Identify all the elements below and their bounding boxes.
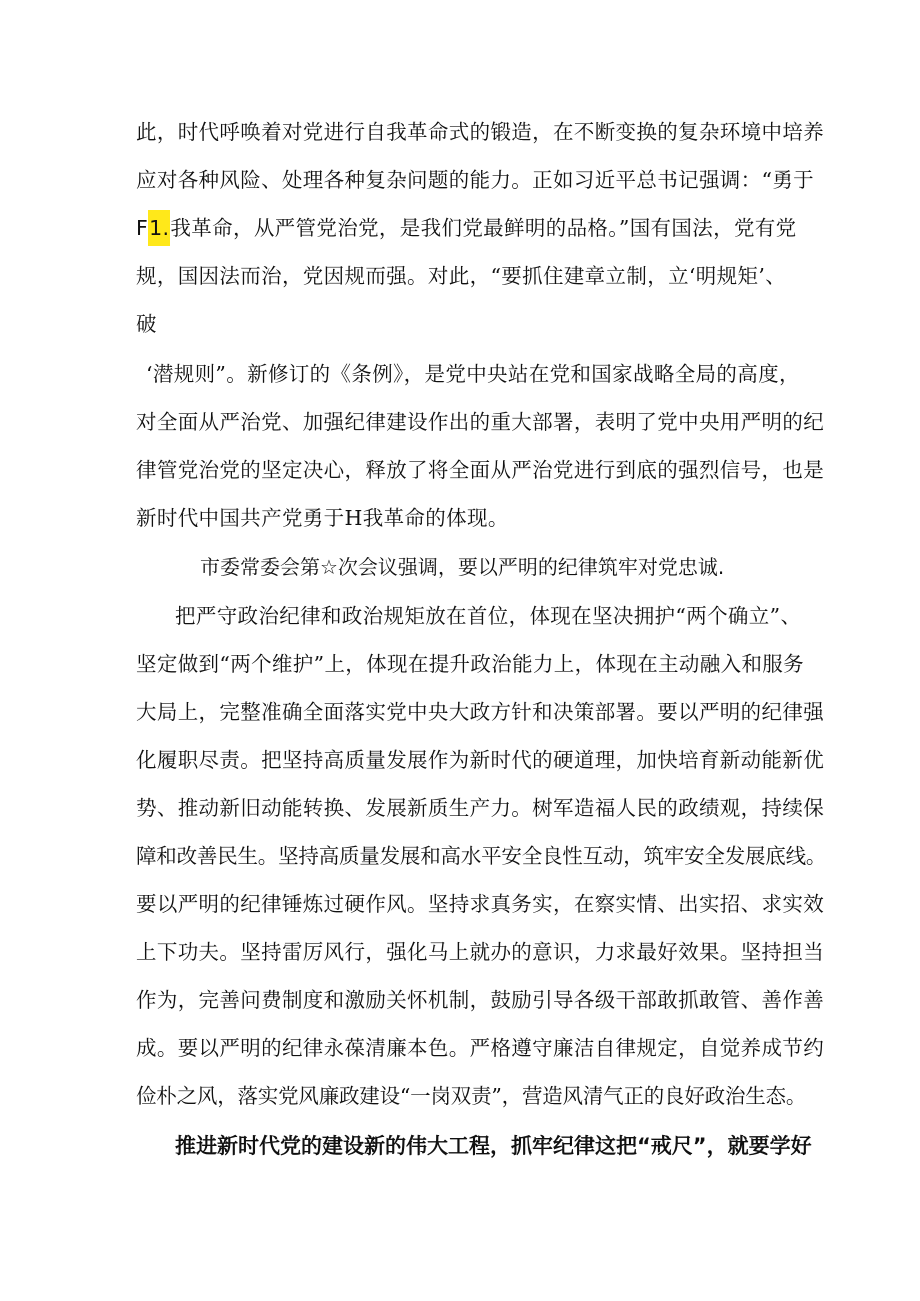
paragraph-3-line-5: 势、推动新旧动能转换、发展新质生产力。树军造福人民的政绩观，持续保 [136, 796, 825, 820]
paragraph-1-line-3 [136, 214, 797, 242]
paragraph-1-line-4: 规，国因法而治，党因规而强。对此，“要抓住建章立制，立‘明规矩’、 [136, 264, 787, 288]
section-heading-2: 推进新时代党的建设新的伟大工程，抓牢纪律这把“戒尺”，就要学好 [175, 1134, 812, 1158]
paragraph-3-line-6: 障和改善民生。坚持高质量发展和高水平安全良性互动，筑牢安全发展底线。 [136, 844, 827, 868]
paragraph-1-line-2: 应对各种风险、处理各种复杂问题的能力。正如习近平总书记强调：“勇于 [136, 168, 815, 192]
paragraph-3-line-7: 要以严明的纪律锤炼过硬作风。坚持求真务实，在察实情、出实招、求实效 [136, 892, 825, 916]
paragraph-3-line-3: 大局上，完整准确全面落实党中央大政方针和决策部署。要以严明的纪律强 [136, 700, 825, 724]
line-prefix: F [136, 216, 149, 240]
paragraph-3-line-10: 成。要以严明的纪律永葆清廉本色。严格遵守廉洁自律规定，自觉养成节约 [136, 1036, 825, 1060]
paragraph-3-line-1: 把严守政治纪律和政治规矩放在首位，体现在坚决拥护“两个确立”、 [175, 604, 802, 628]
paragraph-2-line-3: 律管党治党的坚定决心，释放了将全面从严治党进行到底的强烈信号，也是 [136, 458, 825, 482]
section-heading-1: 市委常委会第☆次会议强调，要以严明的纪律筑牢对党忠诚. [200, 555, 725, 579]
highlight-mark: 1. [148, 210, 170, 246]
paragraph-3-line-4: 化履职尽责。把坚持高质量发展作为新时代的硬道理，加快培育新动能新优 [136, 748, 825, 772]
line-rest: 我革命，从严管党治党，是我们党最鲜明的品格。”国有国法，党有党 [170, 216, 797, 240]
paragraph-2-line-4: 新时代中国共产党勇于H我革命的体现。 [136, 506, 509, 530]
paragraph-3-line-2: 坚定做到“两个维护”上，体现在提升政治能力上，体现在主动融入和服务 [136, 652, 805, 676]
paragraph-3-line-9: 作为，完善问费制度和激励关怀机制，鼓励引导各级干部敢抓敢管、善作善 [136, 988, 825, 1012]
paragraph-3-line-11: 俭朴之风，落实党风廉政建设“一岗双责”，营造风清气正的良好政治生态。 [136, 1084, 807, 1108]
paragraph-2-line-2: 对全面从严治党、加强纪律建设作出的重大部署，表明了党中央用严明的纪 [136, 410, 825, 434]
paragraph-2-line-1: ‘潜规则”。新修订的《条例》，是党中央站在党和国家战略全局的高度， [146, 362, 800, 386]
paragraph-1-line-5: 破 [136, 312, 157, 336]
paragraph-1-line-1: 此，时代呼唤着对党进行自我革命式的锻造，在不断变换的复杂环境中培养 [136, 120, 825, 144]
paragraph-3-line-8: 上下功夫。坚持雷厉风行，强化马上就办的意识，力求最好效果。坚持担当 [136, 940, 825, 964]
